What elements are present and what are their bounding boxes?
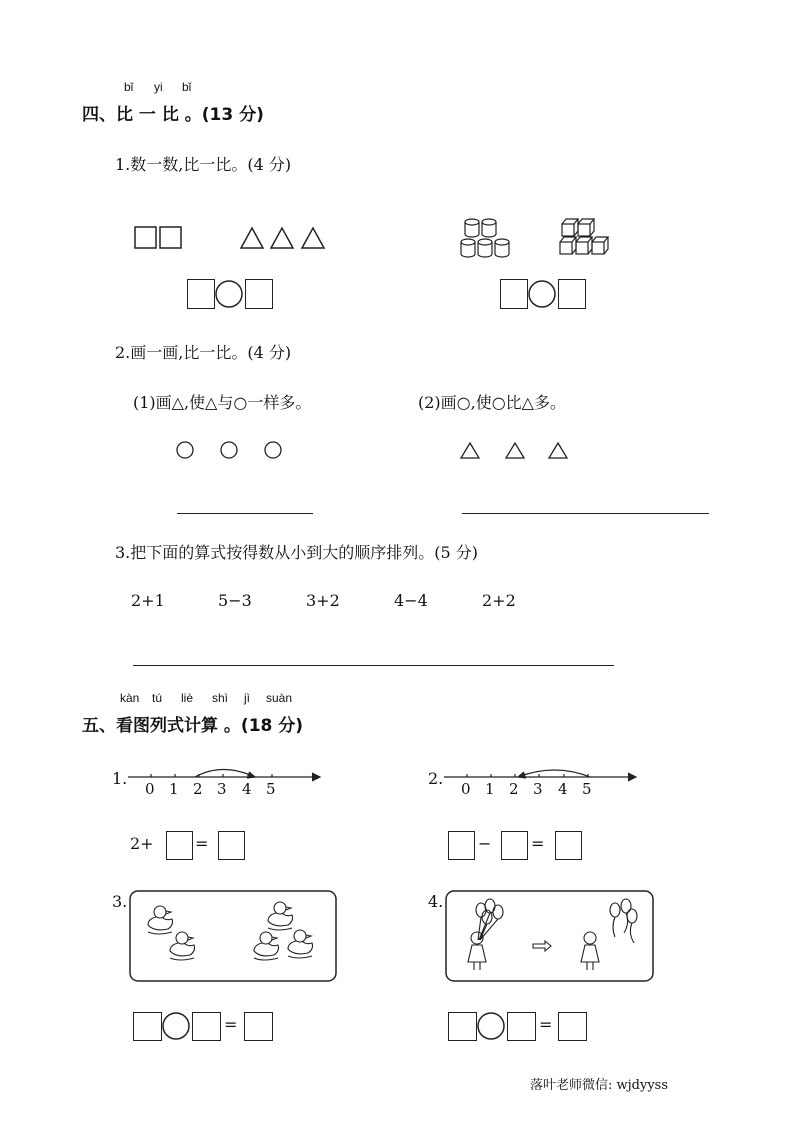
question-label: 3.把下面的算式按得数从小到大的顺序排列。(5 分): [115, 543, 479, 562]
answer-box[interactable]: [244, 1012, 273, 1041]
tick-label: 0: [145, 780, 155, 798]
expression: 4−4: [394, 591, 428, 610]
equals-sign: =: [539, 1015, 553, 1034]
question-number: 3.: [112, 892, 128, 911]
tick-label: 1: [169, 780, 179, 798]
pinyin: liè: [181, 691, 194, 705]
pinyin: tú: [152, 691, 163, 705]
expression: 2+2: [482, 591, 516, 610]
question-number: 4.: [428, 892, 444, 911]
question-number: 1.: [112, 769, 128, 788]
tick-label: 5: [266, 780, 276, 798]
operator-circle-box[interactable]: [476, 1011, 506, 1041]
minus-sign: −: [478, 834, 492, 853]
sub-question: (2)画○,使○比△多。: [418, 393, 566, 412]
answer-box[interactable]: [448, 1012, 477, 1041]
answer-box[interactable]: [507, 1012, 536, 1041]
equation-start: 2+: [130, 834, 154, 853]
question-number: 2.: [428, 769, 444, 788]
tick-label: 0: [461, 780, 471, 798]
answer-box[interactable]: [133, 1012, 162, 1041]
answer-box[interactable]: [192, 1012, 221, 1041]
pinyin: kàn: [120, 691, 140, 705]
tick-label: 3: [217, 780, 227, 798]
tick-label: 1: [485, 780, 495, 798]
operator-circle-box[interactable]: [161, 1011, 191, 1041]
sub-question: (1)画△,使△与○一样多。: [133, 393, 312, 412]
question-label: 1.数一数,比一比。(4 分): [115, 155, 292, 174]
answer-box[interactable]: [558, 1012, 587, 1041]
pinyin: suàn: [266, 691, 293, 705]
tick-label: 2: [193, 780, 203, 798]
footer-text: 落叶老师微信: wjdyyss: [530, 1078, 669, 1093]
equals-sign: =: [531, 834, 545, 853]
tick-label: 4: [558, 780, 568, 798]
equals-sign: =: [195, 834, 209, 853]
pinyin: bǐ: [124, 80, 134, 94]
section-title: 四、比 一 比 。(13 分): [82, 105, 264, 125]
pinyin: bǐ: [182, 80, 192, 94]
question-label: 2.画一画,比一比。(4 分): [115, 343, 292, 362]
pinyin: yi: [154, 80, 163, 94]
tick-label: 4: [242, 780, 252, 798]
pinyin: shì: [212, 691, 229, 705]
tick-label: 2: [509, 780, 519, 798]
section-title: 五、看图列式计算 。(18 分): [82, 716, 304, 736]
tick-label: 5: [582, 780, 592, 798]
pinyin: jì: [244, 691, 250, 705]
equals-sign: =: [224, 1015, 238, 1034]
expression: 5−3: [218, 591, 252, 610]
expression: 2+1: [131, 591, 165, 610]
tick-label: 3: [533, 780, 543, 798]
expression: 3+2: [306, 591, 340, 610]
